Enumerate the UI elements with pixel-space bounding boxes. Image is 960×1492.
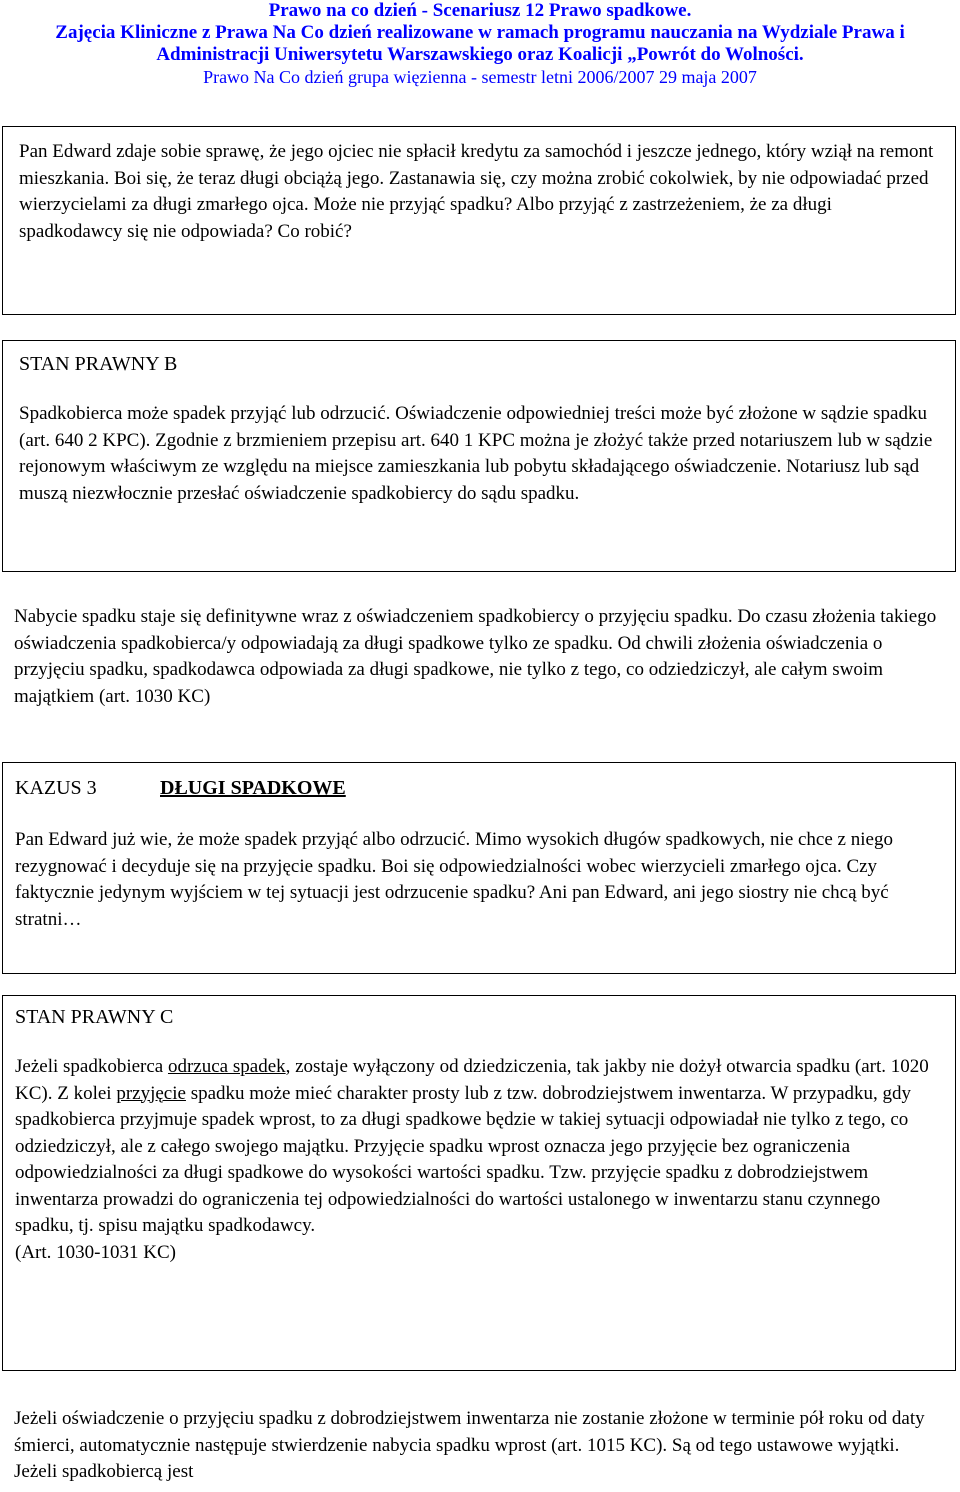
underlined-term-rejection: odrzuca spadek [167, 1056, 286, 1077]
legal-status-b-heading: STAN PRAWNY B [19, 353, 178, 375]
case-3-text: Pan Edward już wie, że może spadek przyjąć albo odrzucić. Mimo wysokich długów spadkowych, nie chce z niego rezygnować i decyduje się na przyjęcie spadku. Boi się odpowiedzialności wobec wierzycieli zmarłego ojca. Czy faktycznie jedynym wyjściem w tej sytuacji jest odrzucenie spadku? Ani pan Edward, ani jego siostry nie chcą być stratni… [15, 829, 893, 930]
case-3-header [15, 775, 939, 801]
case-3-box [2, 762, 956, 974]
legal-status-c-heading: STAN PRAWNY C [15, 1006, 174, 1028]
legal-status-b-box [2, 340, 956, 572]
header-line-4: Prawo Na Co dzień grupa więzienna - semestr letni 2006/2007 29 maja 2007 [203, 67, 757, 87]
case-3-label: KAZUS 3 [15, 777, 97, 799]
legal-status-c-text [15, 1054, 939, 1266]
legal-status-c-box [2, 995, 956, 1371]
text-segment: Jeżeli spadkobierca [15, 1056, 168, 1077]
header-title: Prawo na co dzień - Scenariusz 12 Prawo spadkowe. [268, 0, 692, 21]
text-segment: , zostaje wyłączony od dziedziczenia, tak jakby nie dożył otwarcia spadku (art. 1020 KC). Z kolei [15, 1056, 929, 1104]
text-segment: spadku może mieć charakter prosty lub z tzw. dobrodziejstwem inwentarza. W przypadku, gdy spadkobierca przyjmuje spadek wprost, to za długi spadkowe będzie w takiej sytuacji odpowiadał nie tylko z tego, co odziedziczył, ale z całego swojego majątku. Przyjęcie spadku wprost oznacza jego przyjęcie bez ograniczenia odpowiedzialności za długi spadkowe do wysokości wartości spadku. Tzw. przyjęcie spadku z dobrodziejstwem inwentarza prowadzi do ograniczenia tej odpowiedzialności do wartości ustalonego w inwentarzu stanu czynnego spadku, tj. spisu majątku spadkodawcy. [15, 1082, 912, 1236]
header-line-2: Zajęcia Kliniczne z Prawa Na Co dzień realizowane w ramach programu nauczania na Wydziale Prawa i [55, 22, 905, 43]
case-3-title: DŁUGI SPADKOWE [160, 777, 346, 799]
page-header [0, 0, 960, 88]
scenario-intro-box [2, 126, 956, 315]
underlined-term-acceptance: przyjęcie [116, 1082, 186, 1104]
legal-reference: (Art. 1030-1031 KC) [15, 1241, 176, 1263]
scenario-intro-text: Pan Edward zdaje sobie sprawę, że jego ojciec nie spłacił kredytu za samochód i jeszcze jednego, który wziął na remont mieszkania. Boi się, że teraz długi obciążą jego. Zastanawia się, czy można zrobić cokolwiek, by nie odpowiadać przed wierzycielami za długi zmarłego ojca. Może nie przyjąć spadku? Albo przyjąć z zastrzeżeniem, że za długi spadkodawcy się nie odpowiada? Co robić? [19, 141, 934, 242]
legal-status-b-text: Spadkobierca może spadek przyjąć lub odrzucić. Oświadczenie odpowiedniej treści może być złożone w sądzie spadku (art. 640 2 KPC). Zgodnie z brzmieniem przepisu art. 640 1 KPC można je złożyć także przed notariuszem lub w sądzie rejonowym właściwym ze względu na miejsce zamieszkania lub pobytu składającego oświadczenie. Notariusz lub sąd muszą niezwłocznie przesłać oświadczenie spadkobiercy do sądu spadku. [19, 403, 933, 504]
inheritance-acquisition-text: Nabycie spadku staje się definitywne wraz z oświadczeniem spadkobiercy o przyjęciu spadku. Do czasu złożenia takiego oświadczenia spadkobierca/y odpowiadają za długi spadkowe tylko ze spadku. Od chwili złożenia oświadczenia o przyjęciu spadku, spadkodawca odpowiada za długi spadkowe, nie tylko z tego, co odziedziczył, ale całym swoim majątkiem (art. 1030 KC) [14, 606, 937, 707]
header-line-3: Administracji Uniwersytetu Warszawskiego oraz Koalicji „Powrót do Wolności. [156, 44, 804, 65]
inventory-deadline-text: Jeżeli oświadczenie o przyjęciu spadku z dobrodziejstwem inwentarza nie zostanie złożone w terminie pół roku od daty śmierci, automatycznie następuje stwierdzenie nabycia spadku wprost (art. 1015 KC). Są od tego ustawowe wyjątki. Jeżeli spadkobiercą jest [14, 1408, 925, 1482]
